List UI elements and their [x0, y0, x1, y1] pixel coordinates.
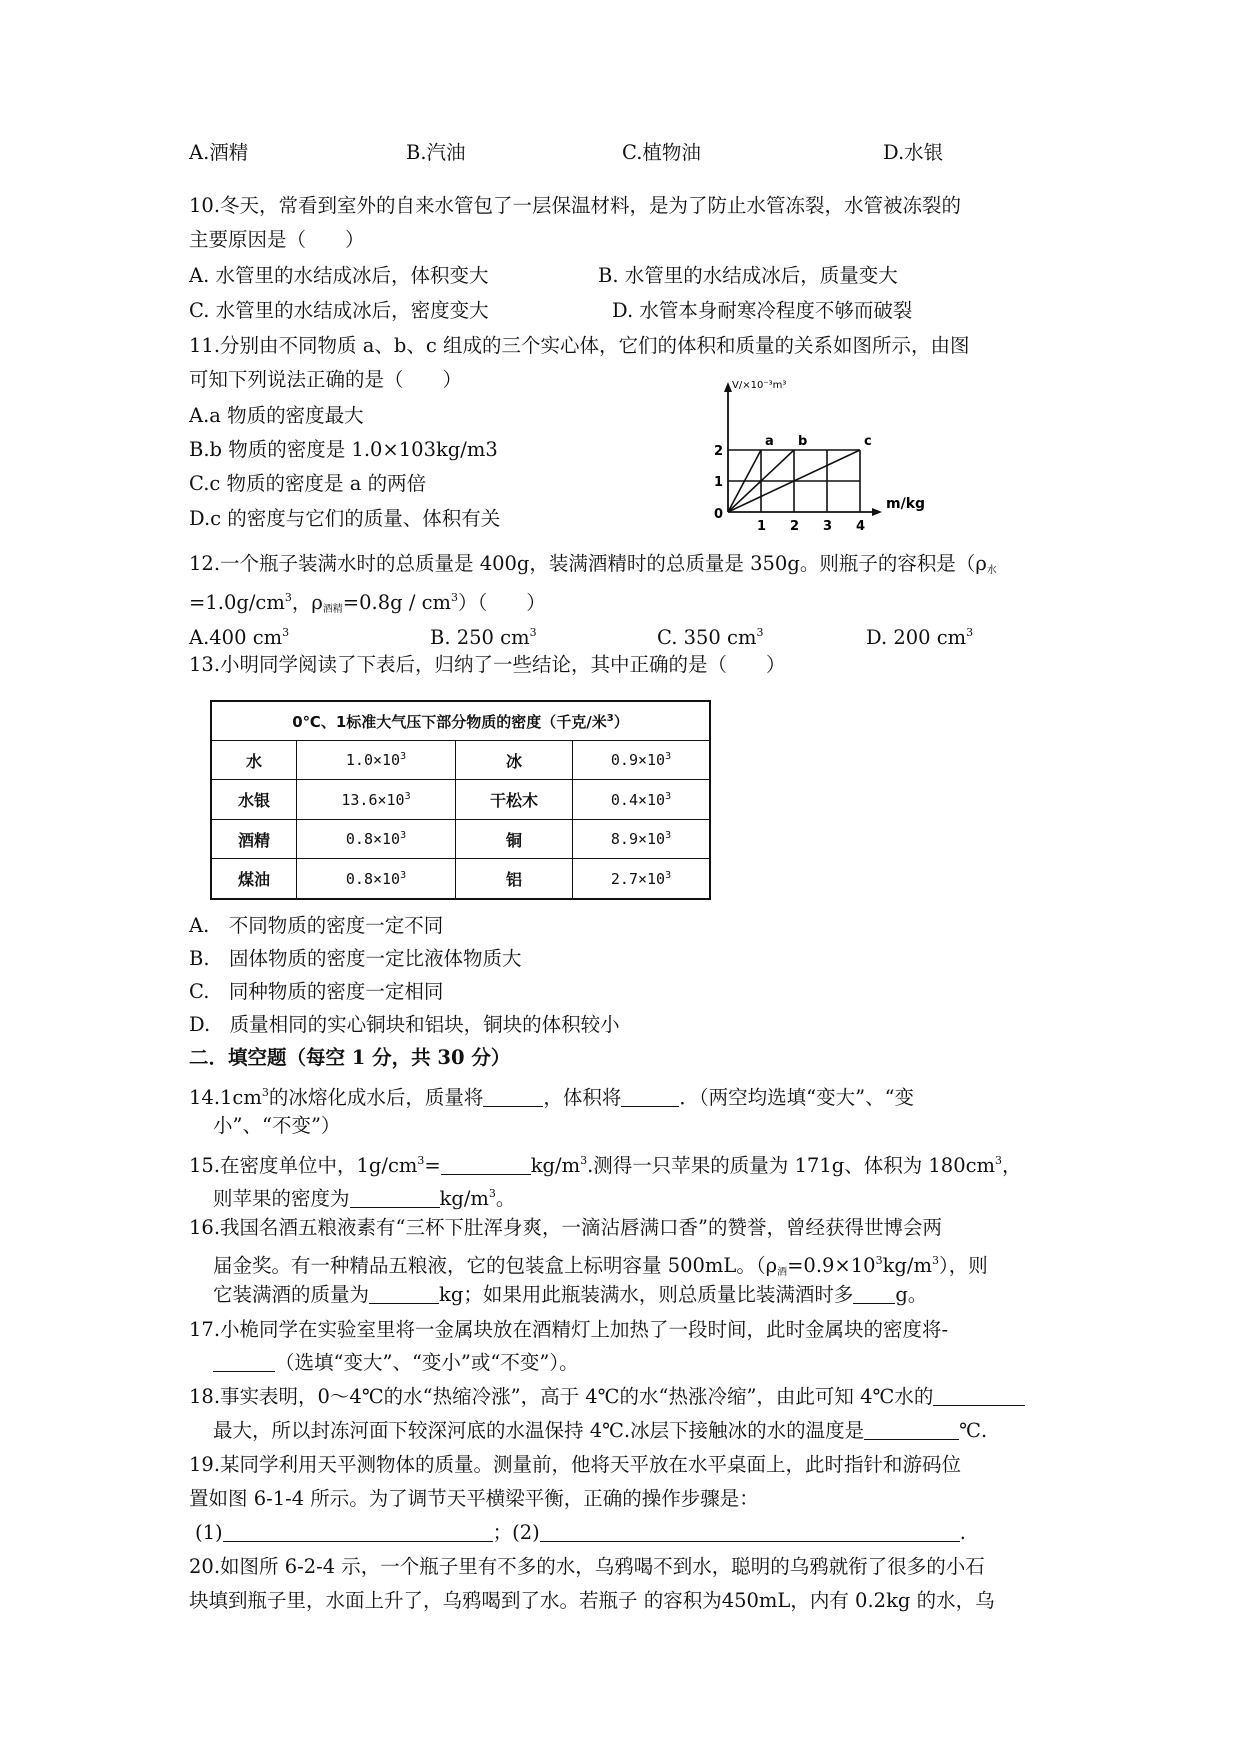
answer-blank[interactable] [540, 1521, 960, 1542]
q14-line2: 小”、“不变”） [213, 1114, 341, 1137]
q13-stem: 13.小明同学阅读了下表后，归纳了一些结论，其中正确的是（ ） [189, 653, 786, 676]
q15-line1: 15.在密度单位中，$1g/cm^3= kg/m^3$.测得一只苹果的质量为 171g、体积为 $180cm^3$， [189, 1154, 1022, 1177]
q10-option-b: B. 水管里的水结成冰后，质量变大 [598, 264, 898, 287]
q11-stem-line2: 可知下列说法正确的是（ ） [189, 368, 463, 391]
q18-line2: 最大，所以封冻河面下较深河底的水温保持 4℃.冰层下接触冰的水的温度是 ℃. [213, 1419, 988, 1442]
density-value: $1.0\times 10^3$ [297, 741, 456, 780]
answer-blank[interactable] [933, 1385, 1025, 1406]
substance-name: 煤油 [211, 859, 297, 899]
q20-line2: 块填到瓶子里，水面上升了，乌鸦喝到了水。若瓶子 的容积为450mL，内有 0.2kg 的水，乌 [189, 1589, 995, 1612]
table-row [211, 741, 710, 780]
q17-line1: 17.小桅同学在实验室里将一金属块放在酒精灯上加热了一段时间，此时金属块的密度将- [189, 1318, 949, 1341]
q20-line1: 20.如图所 6-2-4 示，一个瓶子里有不多的水，乌鸦喝不到水，聪明的乌鸦就衔了很多的小石 [189, 1555, 985, 1578]
y-tick-label: 2 [714, 444, 724, 459]
chart-labels [714, 380, 925, 534]
q10-stem-line2: 主要原因是（ ） [189, 228, 365, 251]
q19-line3: (1) ；(2) . [195, 1521, 966, 1544]
chart-axes [724, 382, 882, 516]
substance-name: 干松木 [456, 780, 573, 819]
series-label-b: b [798, 434, 808, 449]
series-label-c: c [864, 434, 872, 449]
table-header-row [211, 701, 710, 741]
origin-label: 0 [714, 507, 724, 522]
q12-option-c: C. 350 $cm^3$ [657, 626, 764, 649]
y-tick-label: 1 [714, 475, 724, 490]
y-axis-arrow [724, 382, 732, 392]
answer-blank[interactable] [223, 1521, 493, 1542]
q12-stem-line1: 12.一个瓶子装满水时的总质量是 400g，装满酒精时的总质量是 350g。则瓶子的容积是（$\rho_水$ [189, 552, 997, 576]
density-value: $8.9\times 10^3$ [573, 819, 711, 858]
table-title: 0℃、1标准大气压下部分物质的密度（千克/米$^3$） [211, 701, 710, 741]
q14-line1: $14.1cm^3$的冰熔化成水后，质量将 ，体积将 ．（两空均选填“变大”、“变 [189, 1086, 915, 1109]
q13-option-b: B. 固体物质的密度一定比液体物质大 [189, 947, 522, 970]
substance-name: 水 [211, 741, 297, 780]
q10-option-d: D. 水管本身耐寒冷程度不够而破裂 [612, 299, 913, 322]
x-tick-label: 3 [823, 519, 833, 534]
x-tick-label: 4 [856, 519, 866, 534]
x-tick-label: 1 [757, 519, 767, 534]
answer-blank[interactable] [864, 1419, 959, 1440]
q11-stem-line1: 11.分别由不同物质 a、b、c 组成的三个实心体，它们的体积和质量的关系如图所示，由图 [189, 334, 970, 357]
q13-option-a: A. 不同物质的密度一定不同 [189, 914, 444, 937]
q9-option-a: A.酒精 [189, 141, 249, 164]
series-label-a: a [765, 434, 774, 449]
x-axis-arrow [872, 508, 882, 516]
q12-stem-line2: $=1.0g/cm^3$，$\rho_{酒精}=0.8g / cm^3$）（ ） [189, 591, 546, 615]
q18-line1: 18.事实表明，0～4℃的水“热缩冷涨”，高于 4℃的水“热涨冷缩”，由此可知 4℃水的 [189, 1384, 1025, 1410]
density-value: $0.8\times 10^3$ [297, 859, 456, 899]
answer-blank[interactable] [213, 1351, 275, 1372]
answer-blank[interactable] [350, 1187, 440, 1208]
answer-blank[interactable] [483, 1086, 543, 1107]
q10-option-c: C. 水管里的水结成冰后，密度变大 [189, 299, 489, 322]
q11-option-a: A.a 物质的密度最大 [189, 404, 364, 427]
answer-blank[interactable] [853, 1283, 895, 1304]
q16-line2: 届金奖。有一种精品五粮液，它的包装盒上标明容量 500mL。$(\rho_酒=0.9\times 10^3kg/m^3)$，则 [213, 1254, 988, 1278]
table-row [211, 780, 710, 819]
q16-line3: 它装满酒的质量为 kg；如果用此瓶装满水，则总质量比装满酒时多 g。 [213, 1283, 928, 1306]
q9-option-b: B.汽油 [406, 141, 466, 164]
q13-option-c: C. 同种物质的密度一定相同 [189, 980, 444, 1003]
q10-option-a: A. 水管里的水结成冰后，体积变大 [189, 264, 489, 287]
answer-blank[interactable] [369, 1283, 439, 1304]
substance-name: 冰 [456, 741, 573, 780]
q15-line2: 则苹果的密度为 $kg/m^3$。 [213, 1187, 516, 1210]
table-row [211, 859, 710, 899]
q11-option-d: D.c 的密度与它们的质量、体积有关 [189, 507, 501, 530]
substance-name: 酒精 [211, 819, 297, 858]
density-value: $0.9\times 10^3$ [573, 741, 711, 780]
q10-stem-line1: 10.冬天，常看到室外的自来水管包了一层保温材料，是为了防止水管冻裂，水管被冻裂的 [189, 194, 962, 217]
q12-option-b: B. 250 $cm^3$ [430, 626, 537, 649]
substance-name: 铝 [456, 859, 573, 899]
q17-line2: （选填“变大”、“变小”或“不变”）。 [213, 1350, 579, 1376]
answer-blank[interactable] [441, 1154, 531, 1175]
density-value: $2.7\times 10^3$ [573, 859, 711, 899]
q11-option-b: B.b 物质的密度是 1.0×103kg/m3 [189, 438, 498, 461]
q12-option-d: D. 200 $cm^3$ [866, 626, 974, 649]
answer-blank[interactable] [621, 1086, 679, 1107]
q9-option-c: C.植物油 [622, 141, 701, 164]
x-axis-label: m/kg [886, 496, 926, 512]
q9-option-d: D.水银 [883, 141, 944, 164]
density-value: $13.6\times 10^3$ [297, 780, 456, 819]
q19-line1: 19.某同学利用天平测物体的质量。测量前，他将天平放在水平桌面上，此时指针和游码位 [189, 1453, 962, 1476]
q12-option-a: A.400 $cm^3$ [189, 626, 290, 649]
y-axis-label: V/×10⁻³m³ [732, 380, 787, 391]
q16-line1: 16.我国名酒五粮液素有“三杯下肚浑身爽，一滴沾唇满口香”的赞誉，曾经获得世博会两 [189, 1216, 942, 1239]
density-value: $0.8\times 10^3$ [297, 819, 456, 858]
section-2-title: 二．填空题（每空 1 分，共 30 分） [189, 1046, 511, 1069]
q11-option-c: C.c 物质的密度是 a 的两倍 [189, 472, 427, 495]
substance-name: 水银 [211, 780, 297, 819]
table-row [211, 819, 710, 858]
density-table [210, 700, 711, 900]
q13-option-d: D. 质量相同的实心铜块和铝块，铜块的体积较小 [189, 1013, 620, 1036]
substance-name: 铜 [456, 819, 573, 858]
density-value: $0.4\times 10^3$ [573, 780, 711, 819]
x-tick-label: 2 [790, 519, 800, 534]
q19-line2: 置如图 6-1-4 所示。为了调节天平横梁平衡，正确的操作步骤是： [189, 1487, 759, 1510]
volume-mass-chart [714, 376, 976, 536]
